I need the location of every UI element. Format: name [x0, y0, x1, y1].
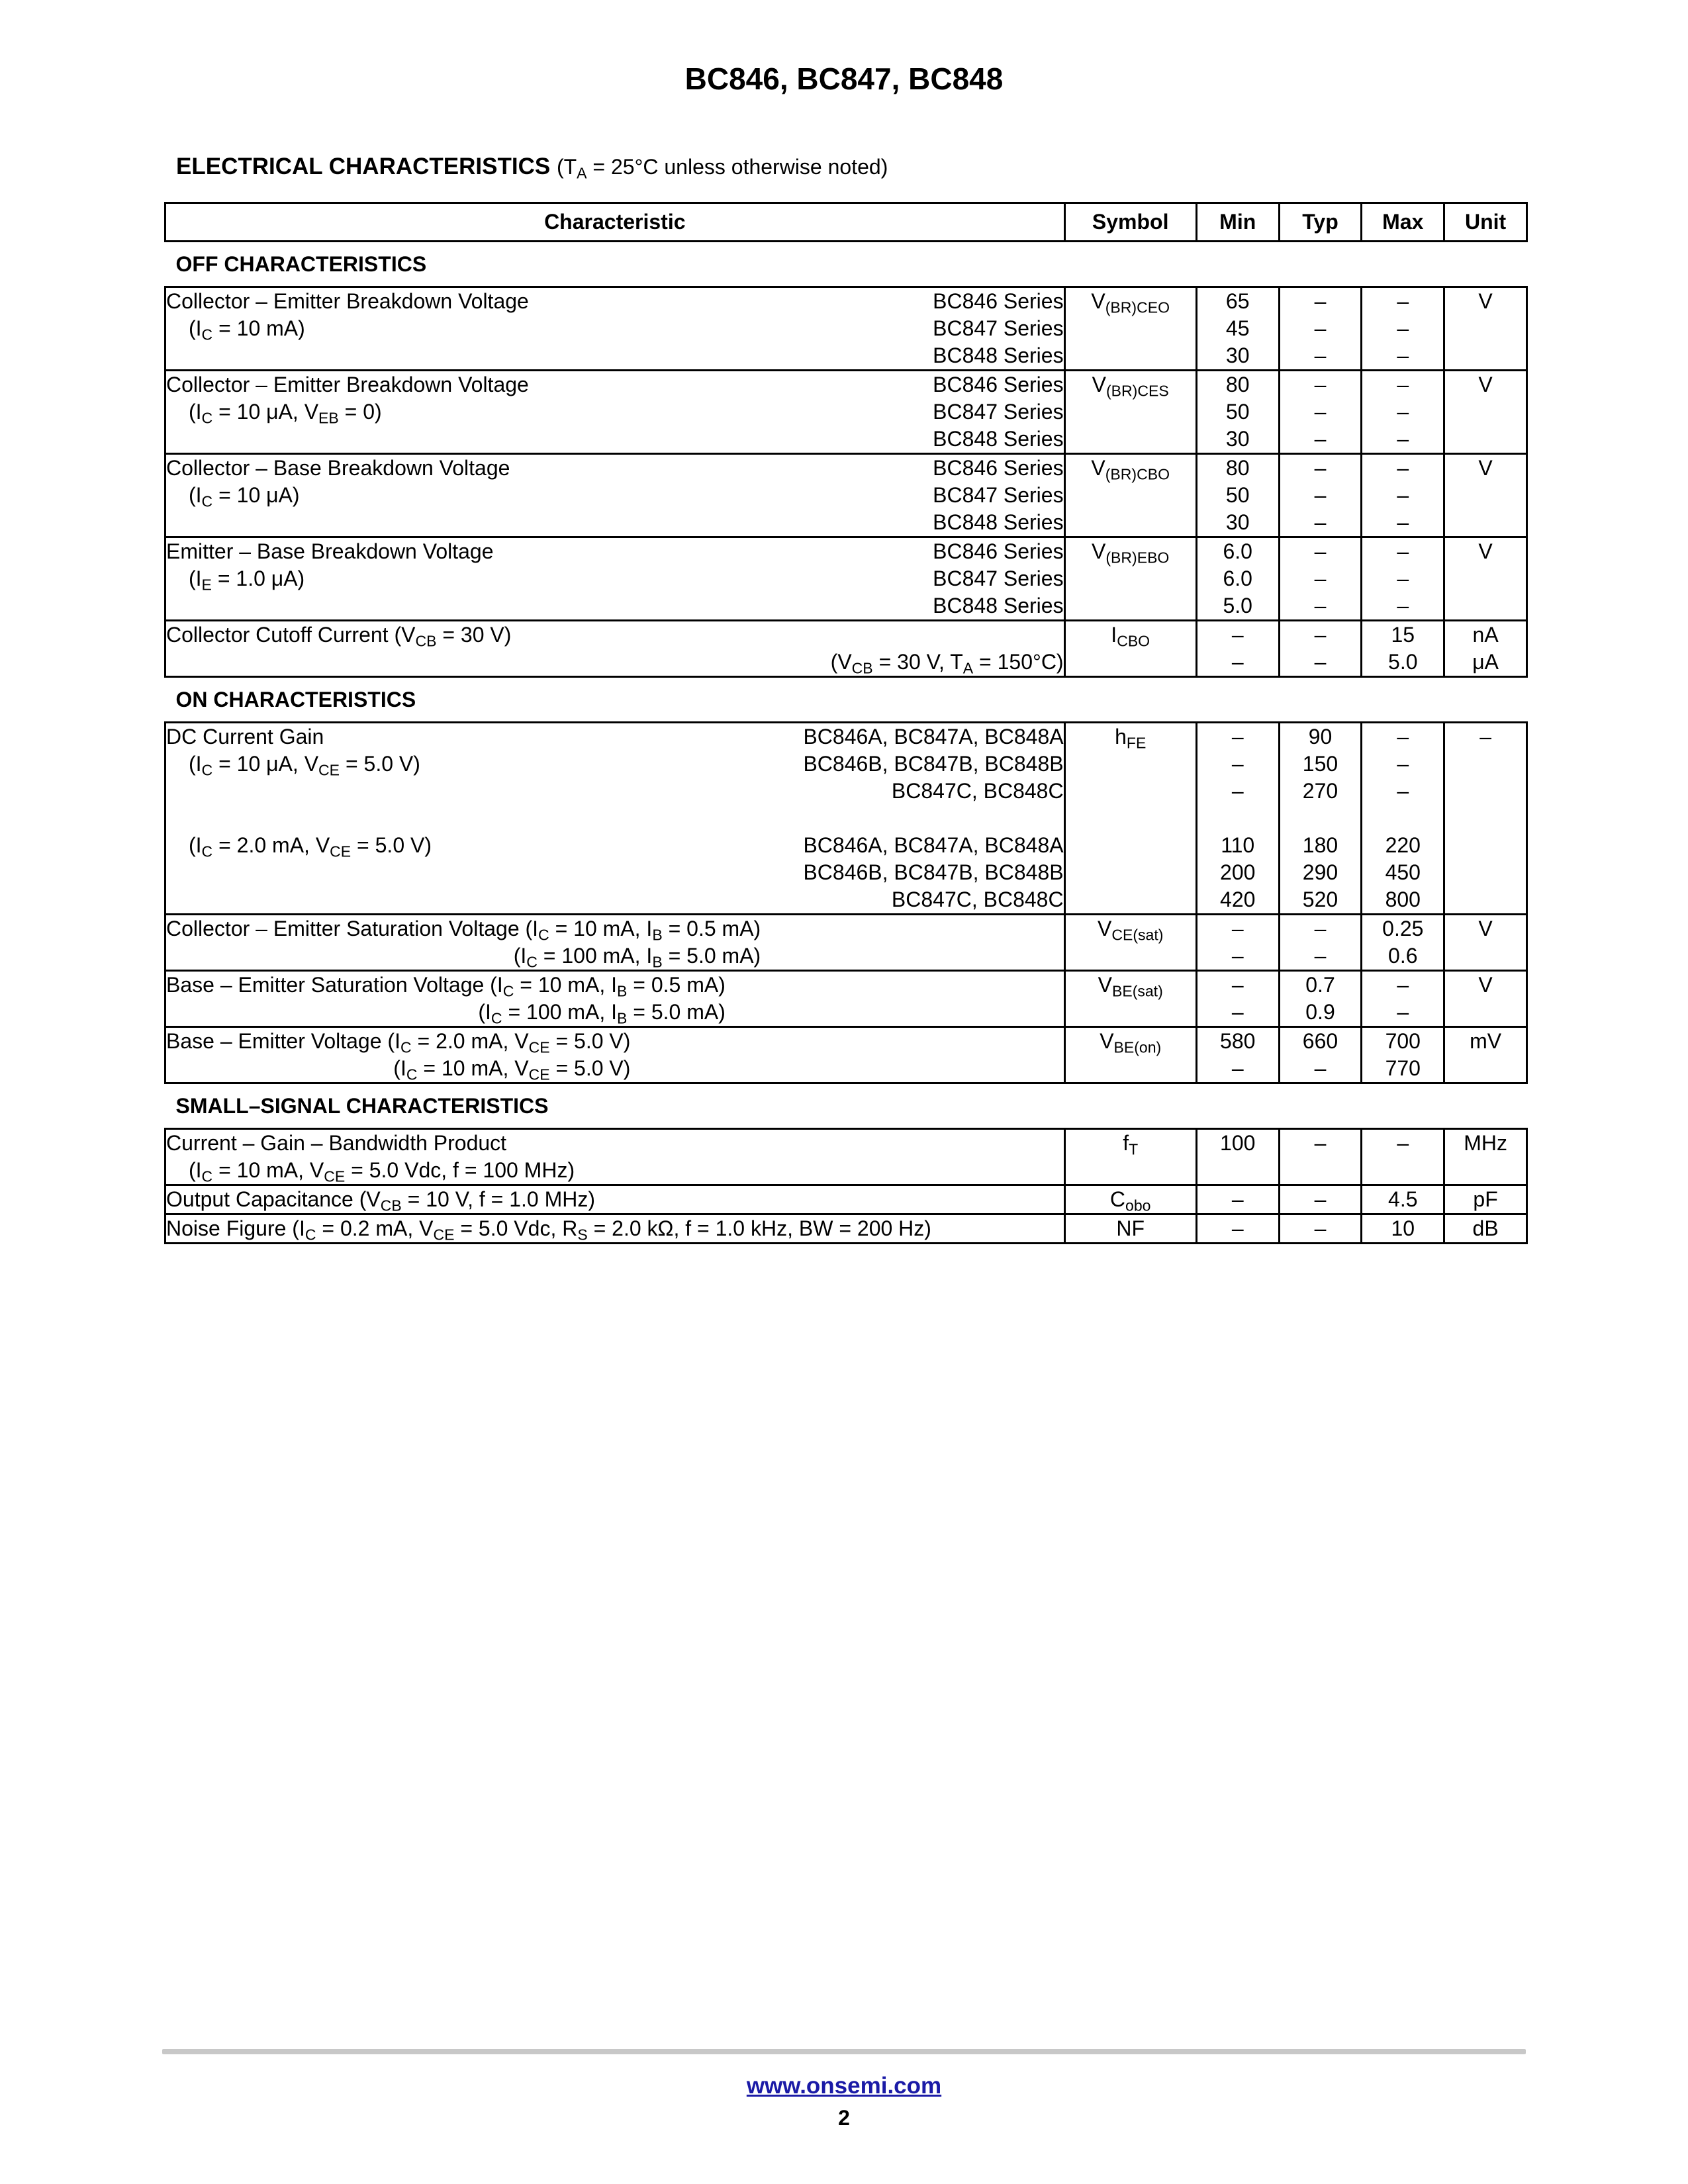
min-cell: 6.0 6.0 5.0: [1196, 537, 1279, 621]
typ-cell: 90 150 270 180 290 520: [1279, 723, 1362, 915]
unit-cell: MHz: [1444, 1129, 1527, 1185]
min-cell: – – – 110 200 420: [1196, 723, 1279, 915]
typ-cell: – –: [1279, 621, 1362, 677]
symbol-cell: $V_{(BR)EBO}$: [1064, 537, 1196, 621]
min-cell: 580 –: [1196, 1027, 1279, 1083]
typ-cell: – – –: [1279, 371, 1362, 454]
section-row-small-signal: [165, 1083, 1527, 1129]
table-row: [165, 454, 1527, 537]
characteristic-cell: Base – Emitter Saturation Voltage ($I_C = 10$ mA, $I_B = 0.5$ mA) ($I_C = 100$ mA, $I_B = 5.0$ mA): [165, 971, 1065, 1027]
characteristic-cell: Collector – Emitter Saturation Voltage ($I_C = 10$ mA, $I_B = 0.5$ mA) ($I_C = 100$ mA, $I_B = 5.0$ mA): [165, 915, 1065, 971]
symbol-cell: $V_{(BR)CES}$: [1064, 371, 1196, 454]
symbol-cell: $V_{CE(sat)}$: [1064, 915, 1196, 971]
heading-condition: ($T_A = 25^\circ C$ unless otherwise noted): [556, 155, 888, 182]
characteristic-cell: Output Capacitance ($V_{CB} = 10$ V, f = 1.0 MHz): [165, 1185, 1065, 1214]
table-row: [165, 915, 1527, 971]
header-min: Min: [1196, 203, 1279, 242]
header-symbol: Symbol: [1064, 203, 1196, 242]
unit-cell: pF: [1444, 1185, 1527, 1214]
characteristic-cell: Collector – Emitter Breakdown Voltage BC846 Series ($I_C = 10$ mA) BC847 Series BC848 Series: [165, 287, 1065, 371]
unit-cell: V: [1444, 371, 1527, 454]
page-title: BC846, BC847, BC848: [684, 62, 1004, 96]
symbol-cell: $I_{CBO}$: [1064, 621, 1196, 677]
section-row-on: [165, 677, 1527, 723]
typ-cell: –: [1279, 1214, 1362, 1244]
page-number: 2: [838, 2106, 850, 2130]
table-row: [165, 1185, 1527, 1214]
section-row-off: [165, 242, 1527, 287]
min-cell: – –: [1196, 971, 1279, 1027]
max-cell: 4.5: [1362, 1185, 1444, 1214]
unit-cell: –: [1444, 723, 1527, 915]
table-row: [165, 1027, 1527, 1083]
min-cell: –: [1196, 1214, 1279, 1244]
typ-cell: – – –: [1279, 537, 1362, 621]
section-title: ON CHARACTERISTICS: [175, 688, 416, 711]
website-link[interactable]: www.onsemi.com: [746, 2073, 942, 2099]
symbol-cell: $V_{(BR)CBO}$: [1064, 454, 1196, 537]
unit-cell: V: [1444, 454, 1527, 537]
max-cell: – – –: [1362, 454, 1444, 537]
typ-cell: – –: [1279, 915, 1362, 971]
min-cell: –: [1196, 1185, 1279, 1214]
max-cell: – – –: [1362, 287, 1444, 371]
symbol-cell: $V_{(BR)CEO}$: [1064, 287, 1196, 371]
max-cell: 10: [1362, 1214, 1444, 1244]
characteristic-cell: Collector – Emitter Breakdown Voltage BC846 Series ($I_C = 10$ μA, $V_{EB} = 0$) BC847 Series BC848 Series: [165, 371, 1065, 454]
table-row: [165, 371, 1527, 454]
section-title: OFF CHARACTERISTICS: [175, 252, 427, 276]
characteristic-cell: Base – Emitter Voltage ($I_C = 2.0$ mA, $V_{CE} = 5.0$ V) ($I_C = 10$ mA, $V_{CE} = 5.0$ V): [165, 1027, 1065, 1083]
characteristic-cell: DC Current Gain BC846A, BC847A, BC848A ($I_C = 10$ μA, $V_{CE} = 5.0$ V) BC846B, BC847B, BC848B BC847C, BC848C ($I_C = 2.0$ mA, $V_{CE} = 5.0$ V) BC846A, BC847A, BC848A BC846B, BC847B, BC848B BC847C, BC848C: [165, 723, 1065, 915]
unit-cell: V: [1444, 287, 1527, 371]
max-cell: –: [1362, 1129, 1444, 1185]
max-cell: – – – 220 450 800: [1362, 723, 1444, 915]
header-max: Max: [1362, 203, 1444, 242]
unit-cell: nA μA: [1444, 621, 1527, 677]
header-typ: Typ: [1279, 203, 1362, 242]
typ-cell: 660 –: [1279, 1027, 1362, 1083]
table-row: [165, 1129, 1527, 1185]
typ-cell: – – –: [1279, 287, 1362, 371]
table-row: [165, 1214, 1527, 1244]
symbol-cell: $V_{BE(sat)}$: [1064, 971, 1196, 1027]
table-row: [165, 621, 1527, 677]
table-header-row: [165, 203, 1527, 242]
min-cell: – –: [1196, 915, 1279, 971]
characteristic-cell: Noise Figure ($I_C = 0.2$ mA, $V_{CE} = 5.0$ Vdc, $R_S = 2.0$ kΩ, f = 1.0 kHz, BW = 200 Hz): [165, 1214, 1065, 1244]
max-cell: – – –: [1362, 371, 1444, 454]
min-cell: – –: [1196, 621, 1279, 677]
footer-divider: [162, 2049, 1526, 2054]
max-cell: 700 770: [1362, 1027, 1444, 1083]
header-characteristic: Characteristic: [165, 203, 1065, 242]
max-cell: – –: [1362, 971, 1444, 1027]
section-heading: [176, 154, 888, 180]
characteristic-cell: Current – Gain – Bandwidth Product ($I_C = 10$ mA, $V_{CE} = 5.0$ Vdc, f = 100 MHz): [165, 1129, 1065, 1185]
characteristic-cell: Collector Cutoff Current ($V_{CB} = 30$ V) ($V_{CB} = 30$ V, $T_A = 150^\circ C$): [165, 621, 1065, 677]
symbol-cell: $V_{BE(on)}$: [1064, 1027, 1196, 1083]
header-unit: Unit: [1444, 203, 1527, 242]
unit-cell: V: [1444, 971, 1527, 1027]
unit-cell: mV: [1444, 1027, 1527, 1083]
unit-cell: V: [1444, 915, 1527, 971]
section-title: SMALL–SIGNAL CHARACTERISTICS: [175, 1094, 549, 1118]
characteristic-cell: Emitter – Base Breakdown Voltage BC846 Series ($I_E = 1.0$ μA) BC847 Series BC848 Series: [165, 537, 1065, 621]
min-cell: 65 45 30: [1196, 287, 1279, 371]
min-cell: 80 50 30: [1196, 371, 1279, 454]
table-row: [165, 537, 1527, 621]
symbol-cell: $h_{FE}$: [1064, 723, 1196, 915]
unit-cell: V: [1444, 537, 1527, 621]
symbol-cell: NF: [1064, 1214, 1196, 1244]
max-cell: 15 5.0: [1362, 621, 1444, 677]
electrical-characteristics-table: [164, 202, 1528, 1244]
max-cell: 0.25 0.6: [1362, 915, 1444, 971]
table-row: [165, 287, 1527, 371]
typ-cell: – – –: [1279, 454, 1362, 537]
symbol-cell: $f_T$: [1064, 1129, 1196, 1185]
typ-cell: –: [1279, 1129, 1362, 1185]
min-cell: 100: [1196, 1129, 1279, 1185]
table-row: [165, 971, 1527, 1027]
table-row: [165, 723, 1527, 915]
symbol-cell: $C_{obo}$: [1064, 1185, 1196, 1214]
heading-main: ELECTRICAL CHARACTERISTICS: [176, 154, 551, 179]
characteristic-cell: Collector – Base Breakdown Voltage BC846 Series ($I_C = 10$ μA) BC847 Series BC848 Series: [165, 454, 1065, 537]
typ-cell: –: [1279, 1185, 1362, 1214]
min-cell: 80 50 30: [1196, 454, 1279, 537]
max-cell: – – –: [1362, 537, 1444, 621]
unit-cell: dB: [1444, 1214, 1527, 1244]
typ-cell: 0.7 0.9: [1279, 971, 1362, 1027]
